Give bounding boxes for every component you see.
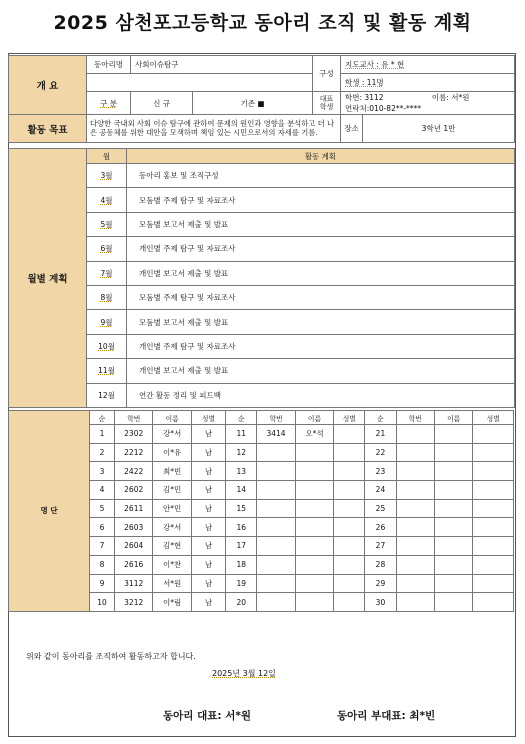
roster-cell xyxy=(473,462,514,481)
roster-cell: 8 xyxy=(90,555,115,574)
roster-cell: 남 xyxy=(191,462,225,481)
roster-cell: 3 xyxy=(90,462,115,481)
roster-cell: 강*서 xyxy=(153,518,191,537)
monthly-plan-table xyxy=(8,148,515,408)
roster-header-row xyxy=(9,411,514,425)
month-cell: 8월 xyxy=(87,285,127,309)
roster-cell: 오*석 xyxy=(295,425,333,444)
roster-header-cell: 학번 xyxy=(114,411,152,425)
roster-cell xyxy=(334,555,365,574)
roster-cell xyxy=(434,537,472,556)
roster-header-cell: 학번 xyxy=(396,411,434,425)
roster-cell xyxy=(473,499,514,518)
activity-cell: 모둠별 보고서 제출 및 발표 xyxy=(127,212,515,236)
roster-cell: 이*유 xyxy=(153,443,191,462)
roster-cell: 남 xyxy=(191,499,225,518)
roster-cell xyxy=(257,574,295,593)
roster-cell xyxy=(295,518,333,537)
roster-cell xyxy=(434,462,472,481)
roster-cell: 김*현 xyxy=(153,537,191,556)
roster-header-cell: 순 xyxy=(226,411,257,425)
composition-label: 구성 xyxy=(313,56,341,92)
roster-cell: 13 xyxy=(226,462,257,481)
roster-cell: 남 xyxy=(191,518,225,537)
closing-statement: 위와 같이 동아리를 조직하여 활동하고자 합니다. xyxy=(26,652,196,661)
month-cell: 6월 xyxy=(87,237,127,261)
roster-cell xyxy=(434,593,472,612)
roster-cell: 1 xyxy=(90,425,115,444)
roster-cell xyxy=(334,518,365,537)
roster-cell xyxy=(257,481,295,500)
roster-cell xyxy=(473,555,514,574)
roster-cell xyxy=(434,518,472,537)
activity-cell: 개인별 보고서 제출 및 발표 xyxy=(127,359,515,383)
roster-cell xyxy=(434,574,472,593)
roster-cell xyxy=(473,481,514,500)
roster-cell: 2604 xyxy=(114,537,152,556)
roster-cell: 25 xyxy=(365,499,396,518)
roster-cell xyxy=(434,425,472,444)
roster-cell xyxy=(257,518,295,537)
month-cell: 12월 xyxy=(87,383,127,407)
roster-cell xyxy=(434,443,472,462)
roster-cell xyxy=(334,593,365,612)
roster-cell: 2602 xyxy=(114,481,152,500)
roster-header-cell: 학번 xyxy=(257,411,295,425)
roster-cell: 남 xyxy=(191,481,225,500)
roster-cell xyxy=(396,555,434,574)
roster-cell xyxy=(295,593,333,612)
roster-cell: 19 xyxy=(226,574,257,593)
roster-cell xyxy=(257,555,295,574)
roster-cell: 2611 xyxy=(114,499,152,518)
activity-cell: 모둠별 보고서 제출 및 발표 xyxy=(127,310,515,334)
roster-cell xyxy=(334,537,365,556)
roster-cell xyxy=(396,574,434,593)
roster-cell xyxy=(257,499,295,518)
month-cell: 7월 xyxy=(87,261,127,285)
roster-header-cell: 이름 xyxy=(295,411,333,425)
activity-cell: 개인별 보고서 제출 및 발표 xyxy=(127,261,515,285)
roster-cell xyxy=(295,499,333,518)
roster-cell xyxy=(295,481,333,500)
roster-cell xyxy=(295,574,333,593)
roster-cell xyxy=(257,537,295,556)
roster-cell xyxy=(334,499,365,518)
category-existing: 기존 ■ xyxy=(193,92,313,115)
goal-label: 활동 목표 xyxy=(9,115,87,143)
rep-student-contact: 연락처:010-82**-**** xyxy=(345,104,422,113)
roster-cell: 2603 xyxy=(114,518,152,537)
roster-cell: 남 xyxy=(191,537,225,556)
roster-cell xyxy=(295,443,333,462)
month-cell: 10월 xyxy=(87,334,127,358)
roster-cell xyxy=(434,555,472,574)
roster-table xyxy=(8,410,514,612)
month-cell: 5월 xyxy=(87,212,127,236)
month-cell: 3월 xyxy=(87,164,127,188)
monthly-plan-label: 월별 계획 xyxy=(9,149,87,408)
roster-cell: 2302 xyxy=(114,425,152,444)
category-label: 구 분 xyxy=(87,92,131,115)
roster-label: 명 단 xyxy=(9,411,90,612)
roster-cell: 23 xyxy=(365,462,396,481)
roster-cell xyxy=(396,537,434,556)
activity-cell: 개인별 주제 탐구 및 자료조사 xyxy=(127,334,515,358)
roster-header-cell: 성별 xyxy=(191,411,225,425)
roster-header-cell: 순 xyxy=(365,411,396,425)
roster-cell xyxy=(396,593,434,612)
roster-cell: 남 xyxy=(191,574,225,593)
roster-cell xyxy=(473,518,514,537)
club-name-value: 사회이슈탐구 xyxy=(131,56,313,74)
roster-cell: 27 xyxy=(365,537,396,556)
roster-cell: 12 xyxy=(226,443,257,462)
roster-cell xyxy=(334,443,365,462)
month-cell: 9월 xyxy=(87,310,127,334)
roster-cell: 29 xyxy=(365,574,396,593)
goal-place-cell xyxy=(341,115,515,143)
activity-cell: 개인별 주제 탐구 및 자료조사 xyxy=(127,237,515,261)
roster-cell xyxy=(334,462,365,481)
month-header: 월 xyxy=(87,149,127,164)
roster-cell xyxy=(334,574,365,593)
roster-cell: 안*민 xyxy=(153,499,191,518)
roster-cell: 30 xyxy=(365,593,396,612)
roster-header-cell: 성별 xyxy=(334,411,365,425)
roster-cell: 7 xyxy=(90,537,115,556)
roster-cell: 16 xyxy=(226,518,257,537)
roster-cell xyxy=(396,443,434,462)
roster-cell: 남 xyxy=(191,593,225,612)
roster-cell xyxy=(334,481,365,500)
roster-cell xyxy=(396,425,434,444)
roster-cell xyxy=(473,537,514,556)
roster-cell: 21 xyxy=(365,425,396,444)
roster-header-cell: 이름 xyxy=(434,411,472,425)
roster-cell: 26 xyxy=(365,518,396,537)
roster-cell xyxy=(396,481,434,500)
roster-cell: 남 xyxy=(191,555,225,574)
roster-cell xyxy=(473,425,514,444)
roster-cell: 2212 xyxy=(114,443,152,462)
roster-cell: 김*민 xyxy=(153,481,191,500)
roster-cell xyxy=(257,462,295,481)
roster-cell: 10 xyxy=(90,593,115,612)
roster-cell: 남 xyxy=(191,443,225,462)
roster-header-cell: 성별 xyxy=(473,411,514,425)
month-cell: 11월 xyxy=(87,359,127,383)
document-date: 2025년 3월 12일 xyxy=(212,669,276,678)
roster-cell: 28 xyxy=(365,555,396,574)
advisor-line: 지도교사 : 유 * 현 xyxy=(341,56,515,74)
rep-student-label: 대표 학생 xyxy=(313,92,341,115)
club-vice-representative: 동아리 부대표: 최*빈 xyxy=(337,710,436,722)
category-new: 신 규 xyxy=(131,92,193,115)
roster-cell: 강*서 xyxy=(153,425,191,444)
club-name-label: 동아리명 xyxy=(87,56,131,74)
roster-cell: 이*찬 xyxy=(153,555,191,574)
roster-cell xyxy=(257,443,295,462)
roster-cell: 24 xyxy=(365,481,396,500)
place-value: 3학년 1반 xyxy=(421,124,456,133)
roster-cell: 이*림 xyxy=(153,593,191,612)
place-label: 장소 xyxy=(341,115,363,142)
roster-cell: 5 xyxy=(90,499,115,518)
activity-cell: 연간 활동 정리 및 피드백 xyxy=(127,383,515,407)
roster-cell: 18 xyxy=(226,555,257,574)
roster-cell: 9 xyxy=(90,574,115,593)
goal-text: 다양한 국내외 사회 이슈 탐구에 관하여 문제의 원인과 영향을 분석하고 더 나은 공동체를 위한 대안을 모색하며 책임 있는 시민으로서의 자세를 기름. xyxy=(87,115,341,143)
roster-cell xyxy=(473,574,514,593)
rep-student-name: 이름: 서*원 xyxy=(431,93,470,102)
activity-cell: 모둠별 주제 탐구 및 자료조사 xyxy=(127,188,515,212)
rep-student-info xyxy=(341,92,515,115)
roster-cell xyxy=(434,481,472,500)
roster-cell: 2 xyxy=(90,443,115,462)
roster-cell xyxy=(257,593,295,612)
roster-cell xyxy=(295,462,333,481)
roster-cell: 2616 xyxy=(114,555,152,574)
roster-cell: 20 xyxy=(226,593,257,612)
roster-cell: 2422 xyxy=(114,462,152,481)
overview-table xyxy=(8,55,515,143)
overview-section-label: 개 요 xyxy=(9,56,87,115)
roster-cell xyxy=(396,499,434,518)
roster-cell xyxy=(396,462,434,481)
roster-cell: 6 xyxy=(90,518,115,537)
rep-student-id: 학번: 3112 xyxy=(345,93,384,102)
roster-cell xyxy=(473,443,514,462)
roster-cell: 17 xyxy=(226,537,257,556)
activity-cell: 모둠별 주제 탐구 및 자료조사 xyxy=(127,285,515,309)
activity-cell: 동아리 홍보 및 조직구성 xyxy=(127,164,515,188)
roster-cell: 15 xyxy=(226,499,257,518)
roster-cell: 11 xyxy=(226,425,257,444)
roster-cell xyxy=(473,593,514,612)
roster-cell: 3414 xyxy=(257,425,295,444)
roster-cell: 3112 xyxy=(114,574,152,593)
roster-cell: 4 xyxy=(90,481,115,500)
roster-cell xyxy=(434,499,472,518)
roster-cell xyxy=(334,425,365,444)
roster-cell: 서*원 xyxy=(153,574,191,593)
roster-cell: 22 xyxy=(365,443,396,462)
roster-cell xyxy=(295,537,333,556)
activity-header: 활동 계획 xyxy=(127,149,515,164)
students-line: 학생 : 11명 xyxy=(341,74,515,92)
club-name-spacer xyxy=(87,74,313,92)
roster-cell: 최*빈 xyxy=(153,462,191,481)
roster-header-cell: 순 xyxy=(90,411,115,425)
roster-cell xyxy=(295,555,333,574)
roster-header-cell: 이름 xyxy=(153,411,191,425)
document-title: 2025 삼천포고등학교 동아리 조직 및 활동 계획 xyxy=(53,12,472,34)
month-cell: 4월 xyxy=(87,188,127,212)
roster-cell: 14 xyxy=(226,481,257,500)
club-representative: 동아리 대표: 서*원 xyxy=(163,710,252,722)
roster-cell: 남 xyxy=(191,425,225,444)
roster-cell: 3212 xyxy=(114,593,152,612)
roster-cell xyxy=(396,518,434,537)
